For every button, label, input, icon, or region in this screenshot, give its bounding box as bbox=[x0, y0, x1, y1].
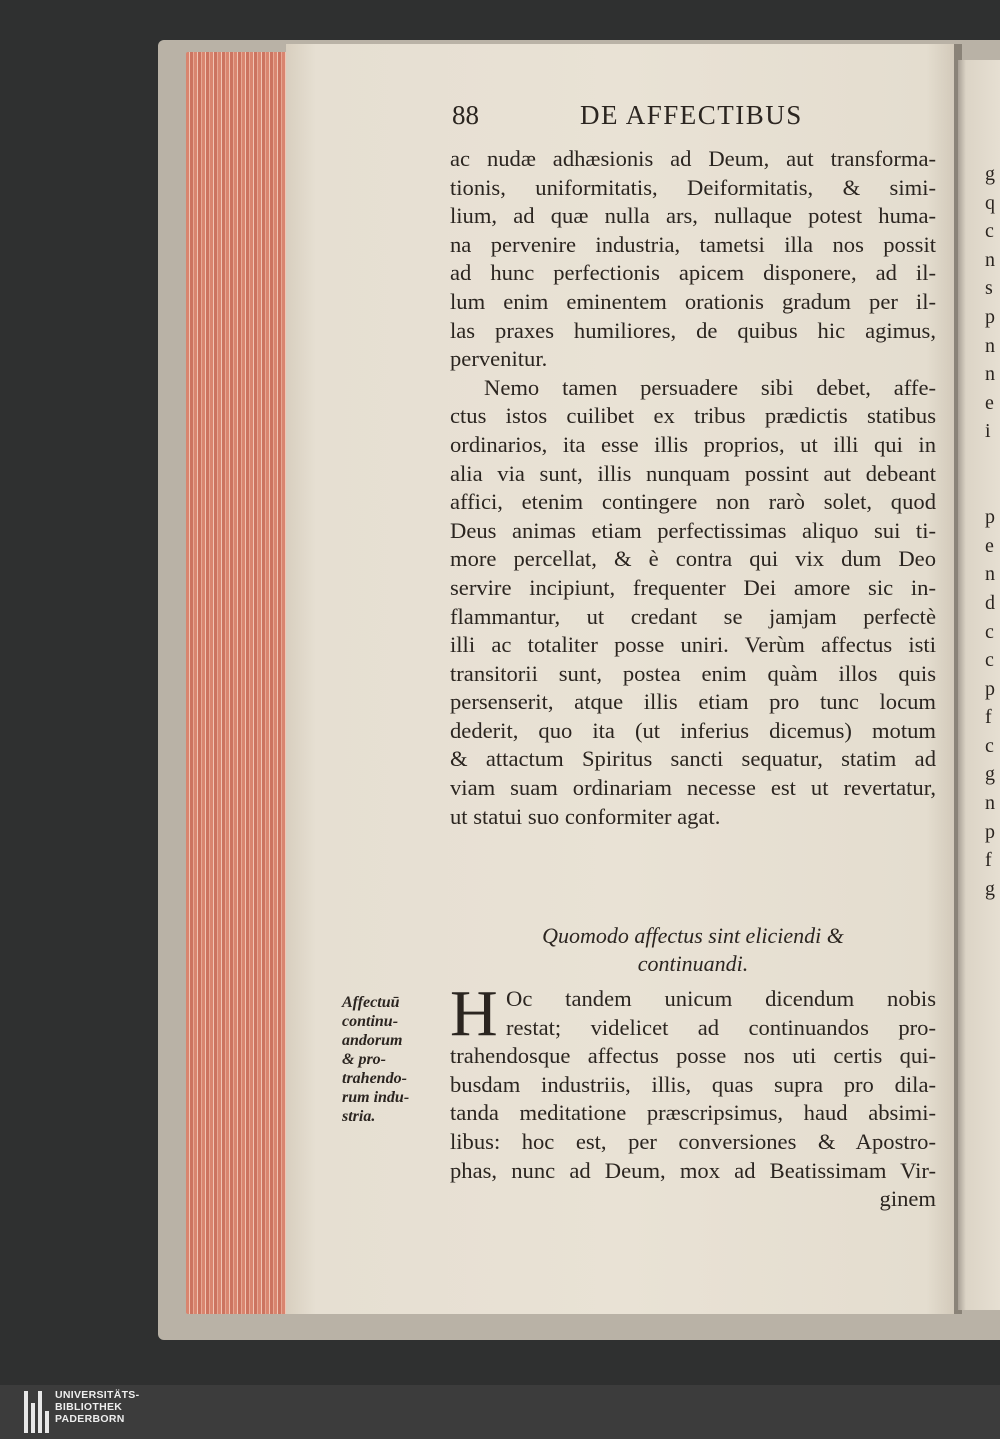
margin-note-line: stria. bbox=[342, 1108, 376, 1125]
next-page-letter: s bbox=[985, 277, 993, 300]
text-line: trahendosque affectus posse nos uti certis qui- bbox=[450, 1043, 936, 1069]
next-page-letter bbox=[985, 446, 1000, 475]
next-page-letter: c bbox=[985, 620, 994, 643]
text-line: Nemo tamen persuadere sibi debet, affe- bbox=[484, 374, 936, 400]
next-page-letter: c bbox=[985, 649, 994, 672]
text-line: viam suam ordinariam necesse est ut revertatur, bbox=[450, 775, 936, 801]
next-page-letter: n bbox=[985, 248, 995, 271]
body-text bbox=[450, 145, 936, 831]
margin-note-line: rum indu- bbox=[342, 1089, 410, 1106]
page-number: 88 bbox=[452, 100, 479, 130]
margin-note-line: & pro- bbox=[342, 1051, 386, 1068]
library-name-line: PADERBORN bbox=[55, 1413, 125, 1425]
text-line: Deus animas etiam perfectissimas aliquo sui ti- bbox=[450, 517, 936, 543]
margin-note-line: Affectuū bbox=[342, 994, 400, 1011]
text-line: pervenitur. bbox=[450, 346, 548, 372]
text-line: tionis, uniformitatis, Deiformitatis, & simi- bbox=[450, 174, 936, 200]
text-line: affici, etenim contingere non rarò solet, quod bbox=[450, 489, 936, 515]
next-page-letter: p bbox=[985, 506, 995, 529]
margin-note-line: trahendo- bbox=[342, 1070, 407, 1087]
text-line: ctus istos cuilibet ex tribus prædictis statibus bbox=[450, 403, 936, 429]
next-page-letter: e bbox=[985, 391, 994, 414]
next-page-letter: f bbox=[985, 849, 992, 872]
next-page-letter: d bbox=[985, 591, 995, 614]
text-line: persenserit, atque illis etiam pro tunc locum bbox=[450, 689, 936, 715]
margin-note-line: andorum bbox=[342, 1032, 403, 1049]
text-line: busdam industriis, illis, quas supra pro dila- bbox=[450, 1071, 936, 1097]
text-line: lium, ad quæ nulla ars, nullaque potest huma- bbox=[450, 203, 936, 229]
section-text bbox=[450, 977, 936, 1214]
next-page-letter: c bbox=[985, 220, 994, 243]
section-heading bbox=[450, 922, 936, 978]
next-page-letter: i bbox=[985, 420, 991, 443]
text-line: tanda meditatione præscripsimus, haud absimi- bbox=[450, 1100, 936, 1126]
next-page-letters bbox=[985, 160, 1000, 903]
next-page-letter: n bbox=[985, 363, 995, 386]
text-line: alia via sunt, illis nunquam possint aut debeant bbox=[450, 460, 936, 486]
next-page-letter: n bbox=[985, 792, 995, 815]
next-page-letter: q bbox=[985, 191, 995, 214]
next-page-letter: e bbox=[985, 534, 994, 557]
header-title: DE AFFECTIBUS bbox=[580, 100, 803, 130]
running-head bbox=[452, 100, 932, 140]
text-line: ac nudæ adhæsionis ad Deum, aut transforma- bbox=[450, 146, 936, 171]
library-name bbox=[55, 1389, 139, 1425]
red-page-edges bbox=[186, 52, 290, 1314]
next-page-letter: c bbox=[985, 734, 994, 757]
next-page-letter: n bbox=[985, 563, 995, 586]
next-page-letter: p bbox=[985, 305, 995, 328]
library-logo-icon bbox=[24, 1391, 50, 1433]
text-line: lum enim eminentem orationis gradum per il- bbox=[450, 288, 936, 314]
section-heading-line: continuandi. bbox=[637, 951, 749, 976]
next-page-letter: p bbox=[985, 677, 995, 700]
text-line: ut statui suo conformiter agat. bbox=[450, 803, 721, 829]
text-line: ad hunc perfectionis apicem disponere, ad il- bbox=[450, 260, 936, 286]
text-line: na pervenire industria, tametsi illa nos possit bbox=[450, 231, 936, 257]
text-line: las praxes humiliores, de quibus hic agimus, bbox=[450, 317, 936, 343]
next-page-letter: p bbox=[985, 820, 995, 843]
margin-note-line: continu- bbox=[342, 1013, 399, 1030]
margin-note bbox=[342, 993, 437, 1126]
text-line: servire incipiunt, frequenter Dei amore sic in- bbox=[450, 574, 936, 600]
text-line: flammantur, ut credant se jamjam perfectè bbox=[450, 603, 936, 629]
text-line: more percellat, & è contra qui vix dum Deo bbox=[450, 546, 936, 572]
library-name-line: UNIVERSITÄTS- bbox=[55, 1389, 140, 1401]
text-line: transitorii sunt, postea enim quàm illos quis bbox=[450, 660, 936, 686]
text-line: dederit, quo ita (ut inferius dicemus) motum bbox=[450, 717, 936, 743]
text-line: ginem bbox=[879, 1186, 936, 1212]
next-page-letter: f bbox=[985, 706, 992, 729]
next-page-letter: n bbox=[985, 334, 995, 357]
next-page-letter: g bbox=[985, 877, 995, 900]
next-page-letter: g bbox=[985, 763, 995, 786]
text-line: Oc tandem unicum dicendum nobis bbox=[506, 986, 936, 1011]
text-line: ordinarios, ita esse illis proprios, ut illi qui in bbox=[450, 431, 936, 457]
section-heading-line: Quomodo affectus sint eliciendi & bbox=[542, 923, 844, 948]
text-line: phas, nunc ad Deum, mox ad Beatissimam Vir- bbox=[450, 1157, 936, 1183]
library-footer bbox=[0, 1385, 1000, 1439]
text-line: restat; videlicet ad continuandos pro- bbox=[506, 1014, 936, 1040]
next-page-letter: g bbox=[985, 163, 995, 185]
text-line: libus: hoc est, per conversiones & Apostro- bbox=[450, 1128, 936, 1154]
next-page-letter bbox=[985, 475, 1000, 504]
text-line: illi ac totaliter posse uniri. Verùm affectus isti bbox=[450, 632, 936, 658]
text-line: & attactum Spiritus sancti sequatur, statim ad bbox=[450, 746, 936, 772]
drop-cap: H bbox=[450, 977, 498, 1050]
library-name-line: BIBLIOTHEK bbox=[55, 1401, 123, 1413]
